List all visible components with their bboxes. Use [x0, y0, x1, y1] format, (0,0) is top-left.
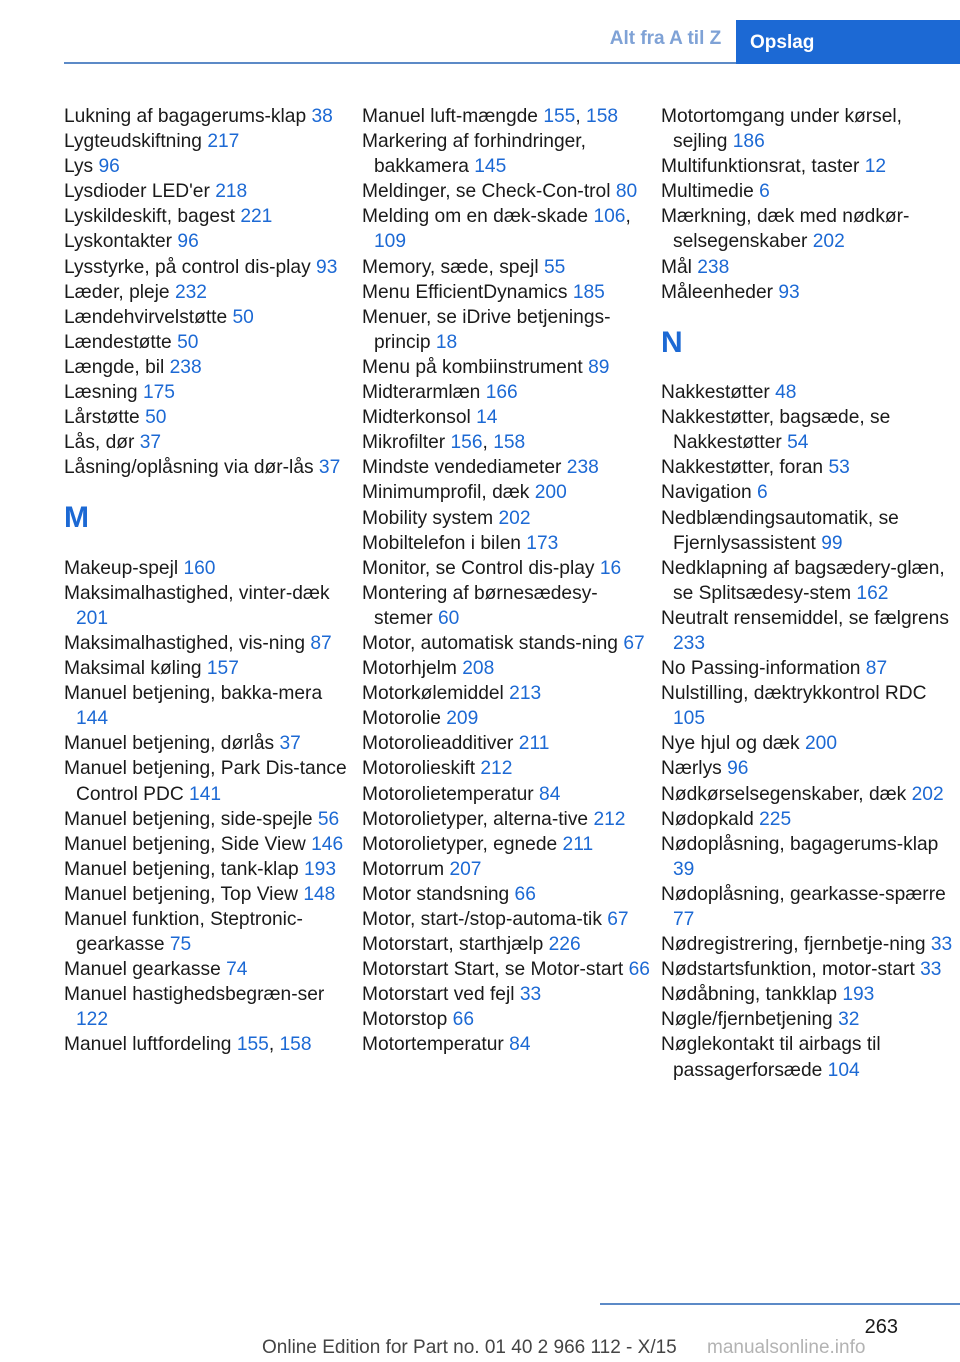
index-entry — [64, 305, 356, 330]
page-reference-link[interactable]: 48 — [775, 382, 797, 404]
index-term: Midterkonsol — [362, 407, 471, 429]
page-reference-link[interactable]: 109 — [374, 231, 407, 253]
index-entry — [64, 857, 356, 882]
footer — [0, 1337, 960, 1362]
page-reference-link[interactable]: 201 — [76, 607, 109, 629]
index-term: Nakkestøtter, bagsæde, se Nakkestøtter — [661, 407, 891, 454]
index-term: Lyskildeskift, bagest — [64, 206, 235, 228]
index-term: Nakkestøtter, foran — [661, 457, 824, 479]
index-term: Læder, pleje — [64, 281, 170, 303]
page-reference-link[interactable]: 207 — [449, 858, 482, 880]
index-entry — [362, 355, 654, 380]
index-term: Melding om en dæk-skade — [362, 206, 589, 228]
page-reference-link[interactable]: 50 — [177, 331, 199, 353]
page-reference-link[interactable]: 93 — [778, 281, 800, 303]
index-entry — [362, 782, 654, 807]
index-term: Nødopkald — [661, 808, 754, 830]
index-term: Motorolietyper, alterna-tive — [362, 808, 589, 830]
index-term: Måleenheder — [661, 281, 774, 303]
index-entry — [661, 982, 960, 1007]
index-entry — [64, 656, 356, 681]
index-entry — [661, 154, 960, 179]
index-term: Manuel gearkasse — [64, 959, 221, 981]
index-term: Menu på kombiinstrument — [362, 356, 583, 378]
page-reference-link[interactable]: 148 — [303, 883, 336, 905]
index-entry — [64, 154, 356, 179]
index-term: Manuel funktion, Steptronic-gearkasse — [64, 909, 303, 956]
index-entry — [362, 882, 654, 907]
index-term: Mindste vendediameter — [362, 457, 562, 479]
index-entry — [362, 681, 654, 706]
index-term: Lårstøtte — [64, 407, 140, 429]
index-entry — [362, 179, 654, 204]
index-entry — [362, 1007, 654, 1032]
index-term: Monitor, se Control dis-play — [362, 557, 595, 579]
page-reference-link[interactable]: 212 — [480, 758, 513, 780]
page-reference-link[interactable]: 67 — [607, 909, 629, 930]
index-entry — [362, 305, 654, 355]
page-reference-link[interactable]: 33 — [930, 934, 953, 956]
page-reference-link[interactable]: 106 — [593, 206, 626, 228]
page-reference-link[interactable]: 209 — [446, 708, 479, 730]
index-entry — [362, 556, 654, 581]
page-reference-link[interactable]: 33 — [920, 959, 942, 981]
index-term: Motorstart Start, se Motor-start — [362, 959, 624, 981]
index-entry — [64, 455, 356, 480]
index-entry — [64, 907, 356, 957]
index-entry — [362, 531, 654, 556]
index-term: Multifunktionsrat, taster — [661, 156, 860, 178]
index-term: Maksimalhastighed, vis-ning — [64, 632, 306, 654]
tab-label: Opslag — [736, 20, 960, 64]
index-entry — [362, 932, 654, 957]
index-term: Motorolietemperatur — [362, 783, 534, 805]
page-reference-link[interactable]: 89 — [588, 356, 610, 378]
page-reference-link[interactable]: 50 — [145, 407, 167, 429]
page-reference-link[interactable]: 6 — [759, 181, 770, 203]
index-entry — [661, 280, 960, 305]
index-entry — [661, 506, 960, 556]
index-entry — [661, 104, 960, 154]
index-term: Manuel betjening, dørlås — [64, 733, 275, 755]
index-term: Markering af forhindringer, bakkamera — [362, 131, 586, 178]
index-term: Motorolieadditiver — [362, 733, 514, 755]
index-term: Motortomgang under kørsel, sejling — [661, 106, 903, 153]
page-reference-link[interactable]: 226 — [548, 934, 581, 956]
index-column-3 — [661, 104, 960, 1083]
index-term: Motor standsning — [362, 883, 510, 905]
page-reference-link[interactable]: 175 — [142, 382, 175, 404]
page-reference-link[interactable]: 12 — [864, 156, 887, 178]
index-term: Nødåbning, tankklap — [661, 984, 837, 1006]
index-entry — [64, 204, 356, 229]
index-entry — [64, 330, 356, 355]
index-term: Læsning — [64, 382, 138, 404]
index-entry — [362, 455, 654, 480]
index-entry — [661, 606, 960, 656]
page-reference-link[interactable]: 144 — [76, 708, 109, 730]
index-entry — [362, 706, 654, 731]
page-reference-link[interactable]: 193 — [304, 858, 337, 880]
page-reference-link[interactable]: 39 — [673, 858, 695, 880]
page-reference-link[interactable]: 60 — [437, 607, 460, 629]
index-term: Minimumprofil, dæk — [362, 482, 530, 504]
page-reference-link[interactable]: 211 — [562, 833, 594, 855]
index-term: Motortemperatur — [362, 1034, 504, 1056]
index-entry: Mikrofilter 156, 158 — [362, 432, 526, 454]
index-term: Motorkølemiddel — [362, 683, 504, 705]
index-term: Maksimal køling — [64, 658, 202, 680]
page-reference-link[interactable]: 80 — [615, 181, 638, 203]
page-reference-link[interactable]: 105 — [673, 708, 706, 730]
index-entry — [362, 982, 654, 1007]
index-term: Nødoplåsning, bagagerums-klap — [661, 833, 939, 855]
page-reference-link[interactable]: 202 — [812, 231, 845, 253]
index-entry — [661, 932, 960, 957]
index-term: Nye hjul og dæk — [661, 733, 800, 755]
index-term: Mikrofilter — [362, 432, 446, 454]
page-reference-link[interactable]: 238 — [697, 256, 730, 278]
index-term: Multimedie — [661, 181, 754, 203]
page-reference-link[interactable]: 104 — [827, 1059, 860, 1081]
index-term: Menu EfficientDynamics — [362, 281, 568, 303]
index-term: Manuel luftfordeling — [64, 1034, 232, 1056]
index-column-2 — [362, 104, 654, 1058]
page-reference-link[interactable]: 54 — [787, 432, 809, 454]
index-entry — [362, 656, 654, 681]
index-term: Menuer, se iDrive betjenings-princip — [362, 306, 611, 353]
index-term: Navigation — [661, 482, 752, 504]
page-reference-link[interactable]: 233 — [673, 632, 706, 654]
page-reference-link[interactable]: 157 — [206, 658, 239, 680]
index-entry — [661, 756, 960, 781]
page-reference-link[interactable]: 99 — [821, 532, 843, 554]
page-reference-link[interactable]: 158 — [279, 1034, 312, 1056]
index-term: Makeup-spejl — [64, 557, 179, 579]
page-reference-link[interactable]: 77 — [673, 909, 695, 931]
index-term: Manuel luft-mængde — [362, 106, 538, 127]
index-entry — [64, 681, 356, 731]
page-reference-link[interactable]: 218 — [215, 181, 248, 203]
index-entry — [661, 255, 960, 280]
index-entry — [661, 832, 960, 882]
index-term: Midterarmlæn — [362, 382, 481, 404]
index-term: Meldinger, se Check-Con-trol — [362, 181, 611, 203]
page-reference-link[interactable]: 156 — [450, 432, 483, 454]
index-entry — [64, 807, 356, 832]
index-term: Mål — [661, 256, 692, 278]
index-term: Maksimalhastighed, vinter-dæk — [64, 582, 330, 604]
index-term: Manuel betjening, Top View — [64, 883, 298, 905]
index-term: Motorstop — [362, 1009, 448, 1031]
index-entry — [661, 681, 960, 731]
page-reference-link[interactable]: 16 — [599, 557, 622, 579]
index-term: Mobility system — [362, 507, 494, 529]
index-entry — [661, 807, 960, 832]
index-entry — [64, 882, 356, 907]
page-reference-link[interactable]: 208 — [462, 658, 495, 680]
index-term: Lysstyrke, på control dis-play — [64, 256, 311, 278]
index-term: Mobiltelefon i bilen — [362, 532, 521, 554]
index-term: Nøglekontakt til airbags til passagerforsæde — [661, 1034, 881, 1081]
page-reference-link[interactable]: 200 — [534, 482, 567, 504]
page-reference-link[interactable]: 225 — [759, 808, 792, 830]
page-reference-link[interactable]: 33 — [519, 984, 542, 1006]
index-entry — [64, 104, 356, 129]
index-entry — [661, 405, 960, 455]
index-term: Motorhjelm — [362, 658, 457, 680]
index-term: No Passing-information — [661, 658, 861, 680]
index-entry — [661, 455, 960, 480]
index-entry — [64, 380, 356, 405]
index-term: Nedklapning af bagsædery-glæn, se Splitsædesy-stem — [661, 557, 945, 604]
index-entry — [64, 982, 356, 1032]
index-term: Motorolietyper, egnede — [362, 833, 558, 855]
index-term: Lændestøtte — [64, 331, 172, 353]
page-reference-link[interactable]: 93 — [316, 256, 338, 278]
index-entry — [64, 756, 356, 806]
index-entry — [362, 129, 654, 179]
page-reference-link[interactable]: 38 — [311, 106, 333, 127]
index-entry — [661, 380, 960, 405]
index-term: Lyskontakter — [64, 231, 173, 253]
index-term: Motorstart, starthjælp — [362, 934, 544, 956]
index-term: Motor, automatisk stands-ning — [362, 632, 618, 654]
page-reference-link[interactable]: 37 — [318, 457, 341, 479]
index-entry — [661, 656, 960, 681]
index-term: Lys — [64, 156, 94, 178]
page-reference-link[interactable]: 96 — [98, 156, 120, 178]
page-reference-link[interactable]: 238 — [566, 457, 599, 479]
index-term: Montering af børnesædesy-stemer — [362, 582, 598, 629]
index-entry — [362, 480, 654, 505]
page-reference-link[interactable]: 211 — [518, 733, 550, 755]
index-term: Manuel betjening, bakka-mera — [64, 683, 323, 705]
page-reference-link[interactable]: 202 — [911, 783, 944, 805]
index-entry — [64, 731, 356, 756]
index-letter-heading: N — [661, 325, 683, 359]
page-reference-link[interactable]: 66 — [628, 959, 650, 981]
edition-note: Online Edition for Part no. 01 40 2 966 112 - X/15 — [262, 1337, 677, 1358]
index-entry — [64, 355, 356, 380]
index-entry — [64, 581, 356, 631]
page-reference-link[interactable]: 53 — [828, 457, 850, 479]
page-reference-link[interactable]: 145 — [474, 156, 507, 178]
index-entry — [362, 957, 654, 982]
page-reference-link[interactable]: 158 — [586, 106, 619, 127]
index-term: Nødoplåsning, gearkasse-spærre — [661, 883, 946, 905]
index-column-1 — [64, 104, 356, 1058]
index-entry — [661, 957, 960, 982]
page-reference-link[interactable]: 37 — [279, 733, 301, 755]
page-reference-link[interactable]: 217 — [207, 131, 240, 153]
index-entry — [362, 832, 654, 857]
index-term: Manuel betjening, side-spejle — [64, 808, 313, 830]
index-entry — [64, 631, 356, 656]
page-reference-link[interactable]: 67 — [623, 632, 645, 654]
page-reference-link[interactable]: 66 — [452, 1009, 475, 1031]
index-entry — [661, 882, 960, 932]
index-entry — [64, 957, 356, 982]
page-reference-link[interactable]: 155 — [236, 1034, 269, 1056]
page-reference-link[interactable]: 87 — [865, 658, 888, 680]
page-reference-link[interactable]: 158 — [493, 432, 526, 454]
page-reference-link[interactable]: 186 — [732, 131, 765, 153]
index-entry: Manuel luftfordeling 155, 158 — [64, 1034, 312, 1056]
page-reference-link[interactable]: 232 — [174, 281, 207, 303]
index-term: Memory, sæde, spejl — [362, 256, 539, 278]
index-entry — [661, 731, 960, 756]
section-title: Alt fra A til Z — [609, 28, 722, 49]
index-term: Nødregistrering, fjernbetje-ning — [661, 934, 926, 956]
page-reference-link[interactable]: 84 — [539, 783, 561, 805]
index-entry: Melding om en dæk-skade 106, 109 — [362, 206, 631, 253]
page-reference-link[interactable]: 162 — [856, 582, 889, 604]
index-term: Lysdioder LED'er — [64, 181, 210, 203]
index-term: Længde, bil — [64, 356, 165, 378]
page-reference-link[interactable]: 14 — [476, 407, 498, 429]
index-term: Nøgle/fjernbetjening — [661, 1009, 833, 1031]
index-entry — [362, 380, 654, 405]
index-term: Nødstartsfunktion, motor-start — [661, 959, 915, 981]
index-term: Neutralt rensemiddel, se fælgrens — [661, 607, 949, 629]
index-entry — [362, 255, 654, 280]
index-entry — [362, 1032, 654, 1057]
watermark: manualsonline.info — [707, 1337, 866, 1358]
page-reference-link[interactable]: 87 — [310, 632, 332, 654]
index-entry — [64, 832, 356, 857]
index-term: Lås, dør — [64, 432, 135, 454]
page-reference-link[interactable]: 50 — [232, 306, 254, 328]
page-reference-link[interactable]: 96 — [727, 758, 749, 780]
page-reference-link[interactable]: 122 — [76, 1009, 109, 1031]
index-term: Mærkning, dæk med nødkør-selsegenskaber — [661, 206, 910, 253]
page-reference-link[interactable]: 66 — [514, 883, 536, 905]
index-entry — [362, 280, 654, 305]
page-reference-link[interactable]: 6 — [757, 482, 768, 504]
index-term: Nødkørselsegenskaber, dæk — [661, 783, 907, 805]
index-entry — [362, 506, 654, 531]
page-reference-link[interactable]: 146 — [311, 833, 344, 855]
index-term: Lukning af bagagerums-klap — [64, 106, 307, 127]
index-entry — [362, 756, 654, 781]
index-entry — [64, 229, 356, 254]
index-term: Låsning/oplåsning via dør-lås — [64, 457, 314, 479]
page-reference-link[interactable]: 166 — [485, 382, 518, 404]
index-entry — [362, 731, 654, 756]
footer-rule — [600, 1303, 960, 1305]
page-reference-link[interactable]: 155 — [543, 106, 576, 127]
index-letter-heading: M — [64, 501, 89, 535]
index-entry — [64, 255, 356, 280]
page-reference-link[interactable]: 202 — [498, 507, 531, 529]
index-entry — [661, 480, 960, 505]
page-reference-link[interactable]: 56 — [317, 808, 340, 830]
index-entry: Manuel luft-mængde 155, 158 — [362, 106, 619, 127]
index-term: Motorstart ved fejl — [362, 984, 515, 1006]
page-reference-link[interactable]: 193 — [842, 984, 875, 1006]
index-term: Manuel betjening, Side View — [64, 833, 306, 855]
page-reference-link[interactable]: 37 — [139, 432, 162, 454]
index-entry — [661, 204, 960, 254]
index-term: Motor, start-/stop-automa-tik — [362, 909, 602, 930]
page-reference-link[interactable]: 185 — [572, 281, 605, 303]
index-entry — [661, 179, 960, 204]
page-reference-link[interactable]: 96 — [177, 231, 199, 253]
index-entry — [362, 631, 654, 656]
index-term: Nakkestøtter — [661, 382, 770, 404]
page-reference-link[interactable]: 221 — [240, 206, 273, 228]
index-entry — [661, 1007, 960, 1032]
page-reference-link[interactable]: 160 — [183, 557, 216, 579]
index-entry — [64, 556, 356, 581]
index-term: Lygteudskiftning — [64, 131, 202, 153]
index-entry — [64, 405, 356, 430]
page-reference-link[interactable]: 200 — [805, 733, 838, 755]
page-reference-link[interactable]: 74 — [226, 959, 248, 981]
page-reference-link[interactable]: 55 — [544, 256, 566, 278]
page-number: 263 — [864, 1316, 898, 1338]
page-reference-link[interactable]: 84 — [509, 1034, 531, 1056]
index-term: Nærlys — [661, 758, 722, 780]
index-entry — [661, 1032, 960, 1082]
index-term: Motorolieskift — [362, 758, 476, 780]
index-entry — [362, 807, 654, 832]
index-entry — [362, 857, 654, 882]
index-term: Motorrum — [362, 858, 445, 880]
index-entry — [64, 129, 356, 154]
page-reference-link[interactable]: 213 — [509, 683, 542, 705]
index-entry — [362, 907, 654, 932]
page-reference-link[interactable]: 75 — [169, 934, 192, 956]
index-term: Nedblændingsautomatik, se Fjernlysassistent — [661, 507, 899, 554]
index-term: Manuel hastighedsbegræn-ser — [64, 984, 325, 1006]
index-entry — [64, 430, 356, 455]
index-entry — [661, 782, 960, 807]
page-reference-link[interactable]: 32 — [838, 1009, 860, 1031]
index-entry — [661, 556, 960, 606]
page-reference-link[interactable]: 173 — [526, 532, 559, 554]
index-term: Manuel betjening, tank-klap — [64, 858, 299, 880]
index-entry — [362, 581, 654, 631]
page-reference-link[interactable]: 238 — [169, 356, 202, 378]
index-entry — [64, 179, 356, 204]
index-term: Nulstilling, dæktrykkontrol RDC — [661, 683, 927, 705]
index-entry — [64, 280, 356, 305]
page-reference-link[interactable]: 141 — [189, 783, 222, 805]
index-term: Manuel betjening, Park Dis-tance Control PDC — [64, 758, 347, 805]
page-reference-link[interactable]: 212 — [593, 808, 626, 830]
page-reference-link[interactable]: 18 — [435, 331, 458, 353]
index-term: Motorolie — [362, 708, 441, 730]
index-term: Lændehvirvelstøtte — [64, 306, 228, 328]
index-entry — [362, 405, 654, 430]
